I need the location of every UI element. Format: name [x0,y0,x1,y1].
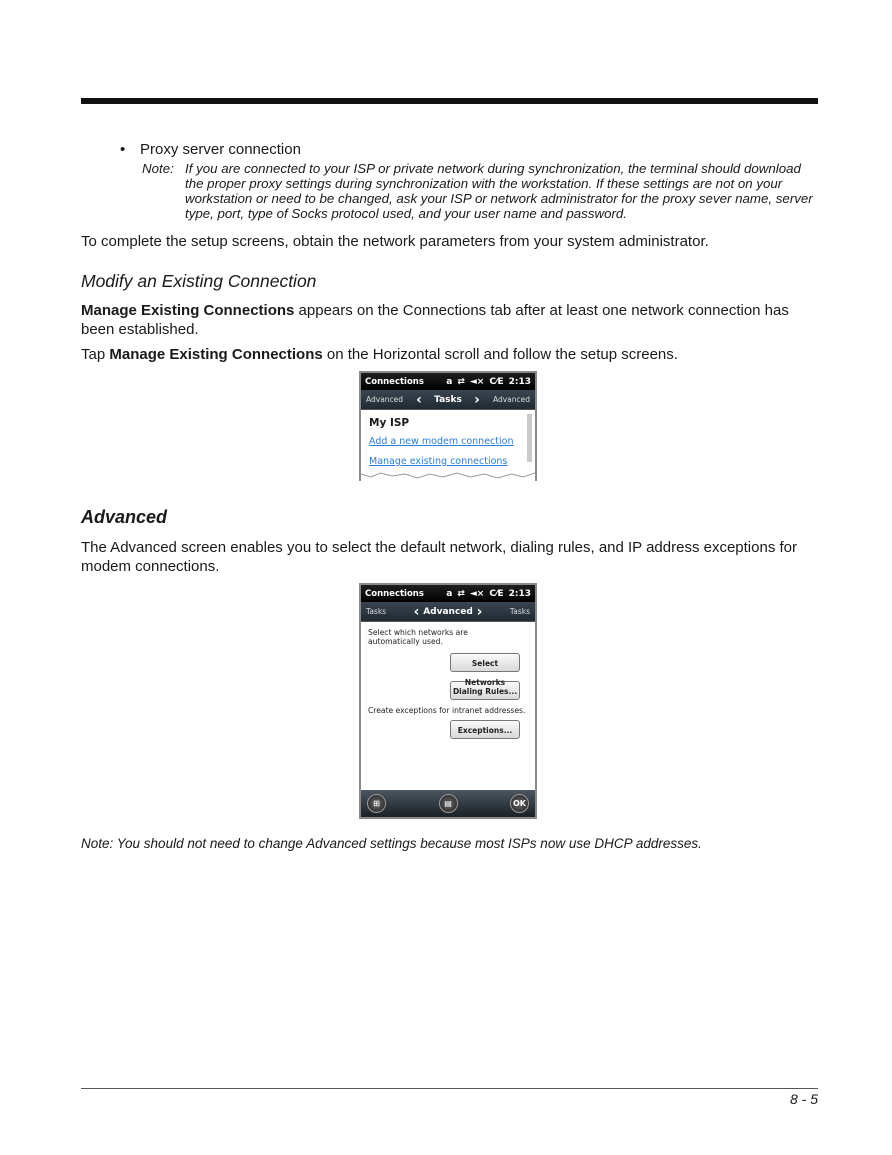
advanced-paragraph: The Advanced screen enables you to select the default network, dialing rules, and IP address exceptions for modem connections. [81,539,797,575]
tab-next-label[interactable]: Tasks [509,607,531,616]
connections-advanced-screenshot [359,583,537,819]
tap-pre: Tap [81,346,110,363]
windows-start-icon[interactable]: ⊞ [367,794,386,813]
note-label: Note: [142,161,174,176]
manage-rest: appears on the Connections tab after at least one network connection has been established. [81,302,789,338]
manage-bold: Manage Existing Connections [81,302,295,319]
manage-connections-link[interactable]: Manage existing connections [369,456,508,467]
note-text: If you are connected to your ISP or private network during synchronization, the terminal should download the proper proxy settings during synchronization with the workstation. If these settings are not on your workstation or need to be changed, ask your ISP or network administrator for the proxy sever name, server type, port, type of Socks protocol used, and your user name and password. [185,161,813,221]
header-rule [81,98,818,104]
tab-prev-label[interactable]: Tasks [366,607,387,616]
chevron-right-icon[interactable]: › [476,603,483,620]
tap-paragraph [81,345,821,364]
exceptions-button[interactable]: Exceptions... [450,720,520,739]
tab-scroll-bar [361,602,535,622]
advanced-body [361,622,535,745]
battery-icon: C⁄E [489,588,504,599]
bullet-item [120,141,301,158]
volume-muted-icon: ◄× [469,588,485,599]
advanced-heading: Advanced [81,507,168,527]
bullet-text: Proxy server connection [140,141,301,158]
volume-muted-icon: ◄× [469,376,485,387]
exceptions-text: Create exceptions for intranet addresses. [368,706,526,715]
tab-scroll-bar [361,390,535,410]
footer-rule [81,1088,818,1089]
dialing-rules-button[interactable]: Dialing Rules... [450,681,520,700]
tab-prev-label[interactable]: Advanced [366,395,404,404]
input-mode-icon: a [446,588,453,599]
battery-icon: C⁄E [489,376,504,387]
sync-icon: ⇄ [457,376,465,387]
dhcp-note: Note: You should not need to change Advanced settings because most ISPs now use DHCP addresses. [81,836,702,851]
clock: 2:13 [508,376,531,387]
connections-tasks-screenshot [359,371,537,481]
input-mode-icon: a [446,376,453,387]
clock: 2:13 [508,588,531,599]
add-modem-connection-link[interactable]: Add a new modem connection [369,436,514,447]
manage-paragraph [81,301,821,339]
setup-paragraph: To complete the setup screens, obtain the network parameters from your system administrator. [81,233,709,250]
proxy-note [142,161,822,221]
group-title: My ISP [369,417,410,429]
chevron-left-icon[interactable]: ‹ [413,603,420,620]
ok-button[interactable]: OK [510,794,529,813]
tap-rest: on the Horizontal scroll and follow the setup screens. [322,346,678,363]
sync-icon: ⇄ [457,588,465,599]
tab-current-label: Advanced [423,606,473,617]
chevron-right-icon[interactable]: › [474,391,480,408]
tab-current-label: Tasks [434,394,462,405]
select-networks-text: Select which networks are automatically used. [368,628,468,646]
select-networks-button[interactable]: Select [450,653,520,672]
chevron-left-icon[interactable]: ‹ [416,391,422,408]
status-title: Connections [365,376,424,387]
bottom-menu-bar [361,790,535,817]
modify-heading: Modify an Existing Connection [81,271,317,291]
scrollbar[interactable] [527,414,532,462]
page-number: 8 - 5 [789,1091,818,1107]
status-title: Connections [365,588,424,599]
status-bar [361,373,535,390]
status-bar [361,585,535,602]
bullet-marker: • [120,141,126,158]
tap-bold: Manage Existing Connections [109,346,323,363]
tab-next-label[interactable]: Advanced [492,395,530,404]
keyboard-icon[interactable]: ▤ [439,794,458,813]
torn-edge [361,471,535,481]
